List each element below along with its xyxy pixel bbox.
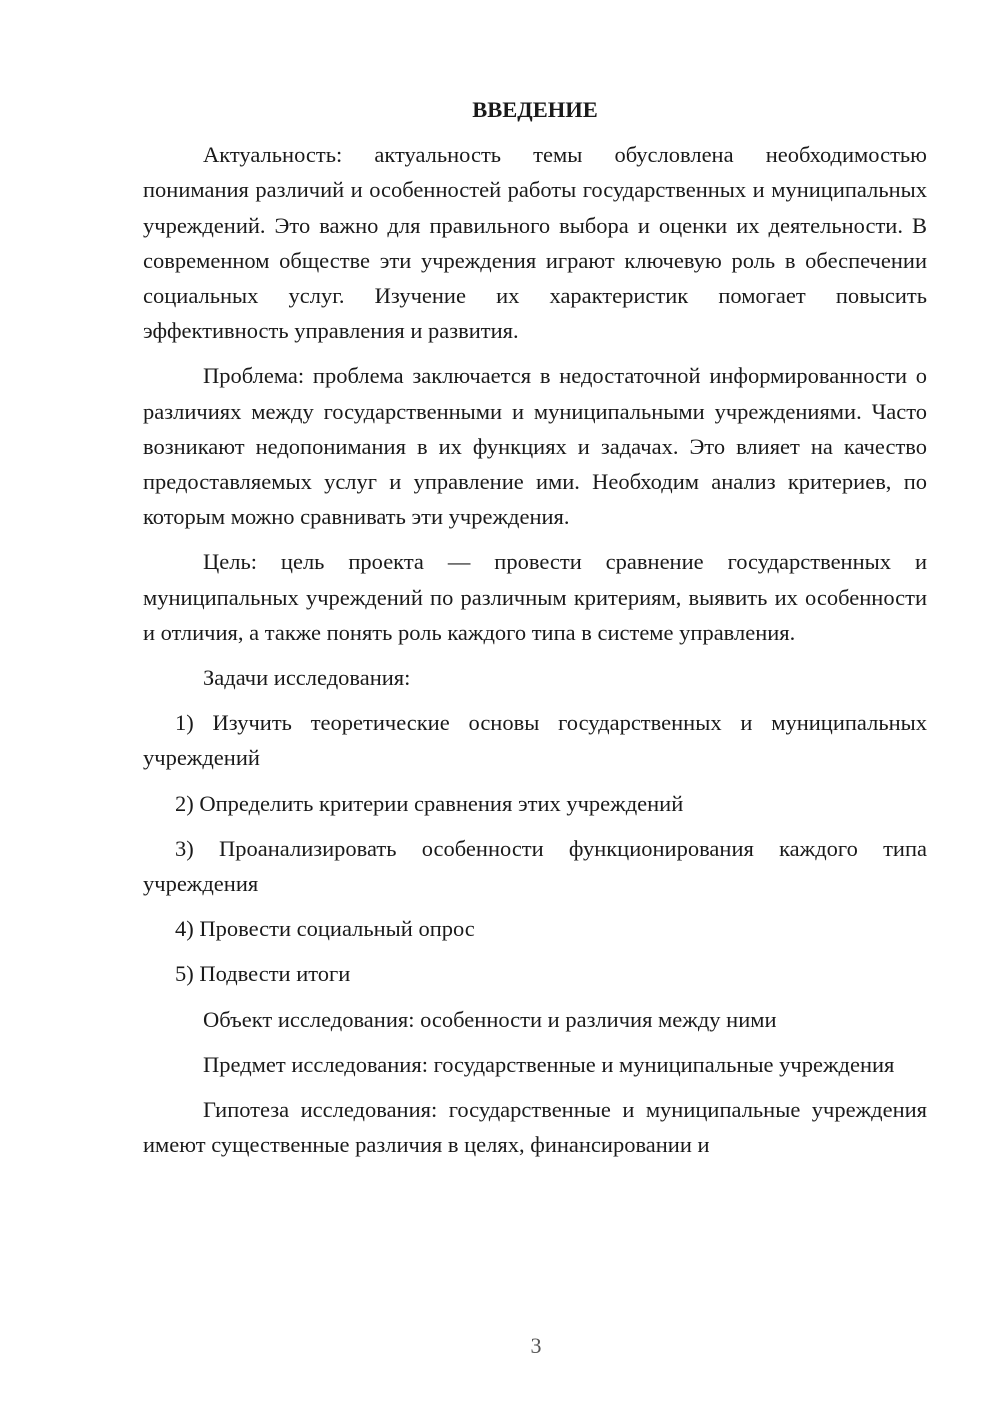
page-number: 3 xyxy=(530,1333,542,1358)
document-body xyxy=(143,92,927,1172)
section-heading: ВВЕДЕНИЕ xyxy=(472,97,598,122)
paragraph-hypothesis: Гипотеза исследования: государственные и муниципальные учреждения имеют существенные различия в целях, финансировании и xyxy=(143,1097,927,1158)
task-item-5: 5) Подвести итоги xyxy=(175,961,351,987)
task-item-3: 3) Проанализировать особенности функционирования каждого типа учреждения xyxy=(143,835,927,897)
paragraph-subject: Предмет исследования: государственные и муниципальные учреждения xyxy=(203,1051,895,1077)
paragraph-tasks-intro: Задачи исследования: xyxy=(203,665,411,691)
task-item-1: 1) Изучить теоретические основы государственных и муниципальных учреждений xyxy=(143,710,927,771)
paragraph-goal: Цель: цель проекта — провести сравнение государственных и муниципальных учреждений по различным критериям, выявить их особенности и отличия, а также понять роль каждого типа в системе управления. xyxy=(143,549,927,645)
task-item-2: 2) Определить критерии сравнения этих учреждений xyxy=(175,790,684,816)
paragraph-relevance: Актуальность: актуальность темы обусловлена необходимостью понимания различий и особенностей работы государственных и муниципальных учреждений. Это важно для правильного выбора и оценки их деятельности. В современном обществе эти учреждения играют ключевую роль в обеспечении социальных услуг. Изучение их характеристик помогает повысить эффективность управления и развития. xyxy=(143,142,927,344)
paragraph-object: Объект исследования: особенности и различия между ними xyxy=(203,1006,777,1032)
paragraph-problem: Проблема: проблема заключается в недостаточной информированности о различиях между государственными и муниципальными учреждениями. Часто возникают недопонимания в их функциях и задачах. Это влияет на качество предоставляемых услуг и управление ими. Необходим анализ критериев, по которым можно сравнивать эти учреждения. xyxy=(143,363,927,530)
task-item-4: 4) Провести социальный опрос xyxy=(175,916,475,942)
